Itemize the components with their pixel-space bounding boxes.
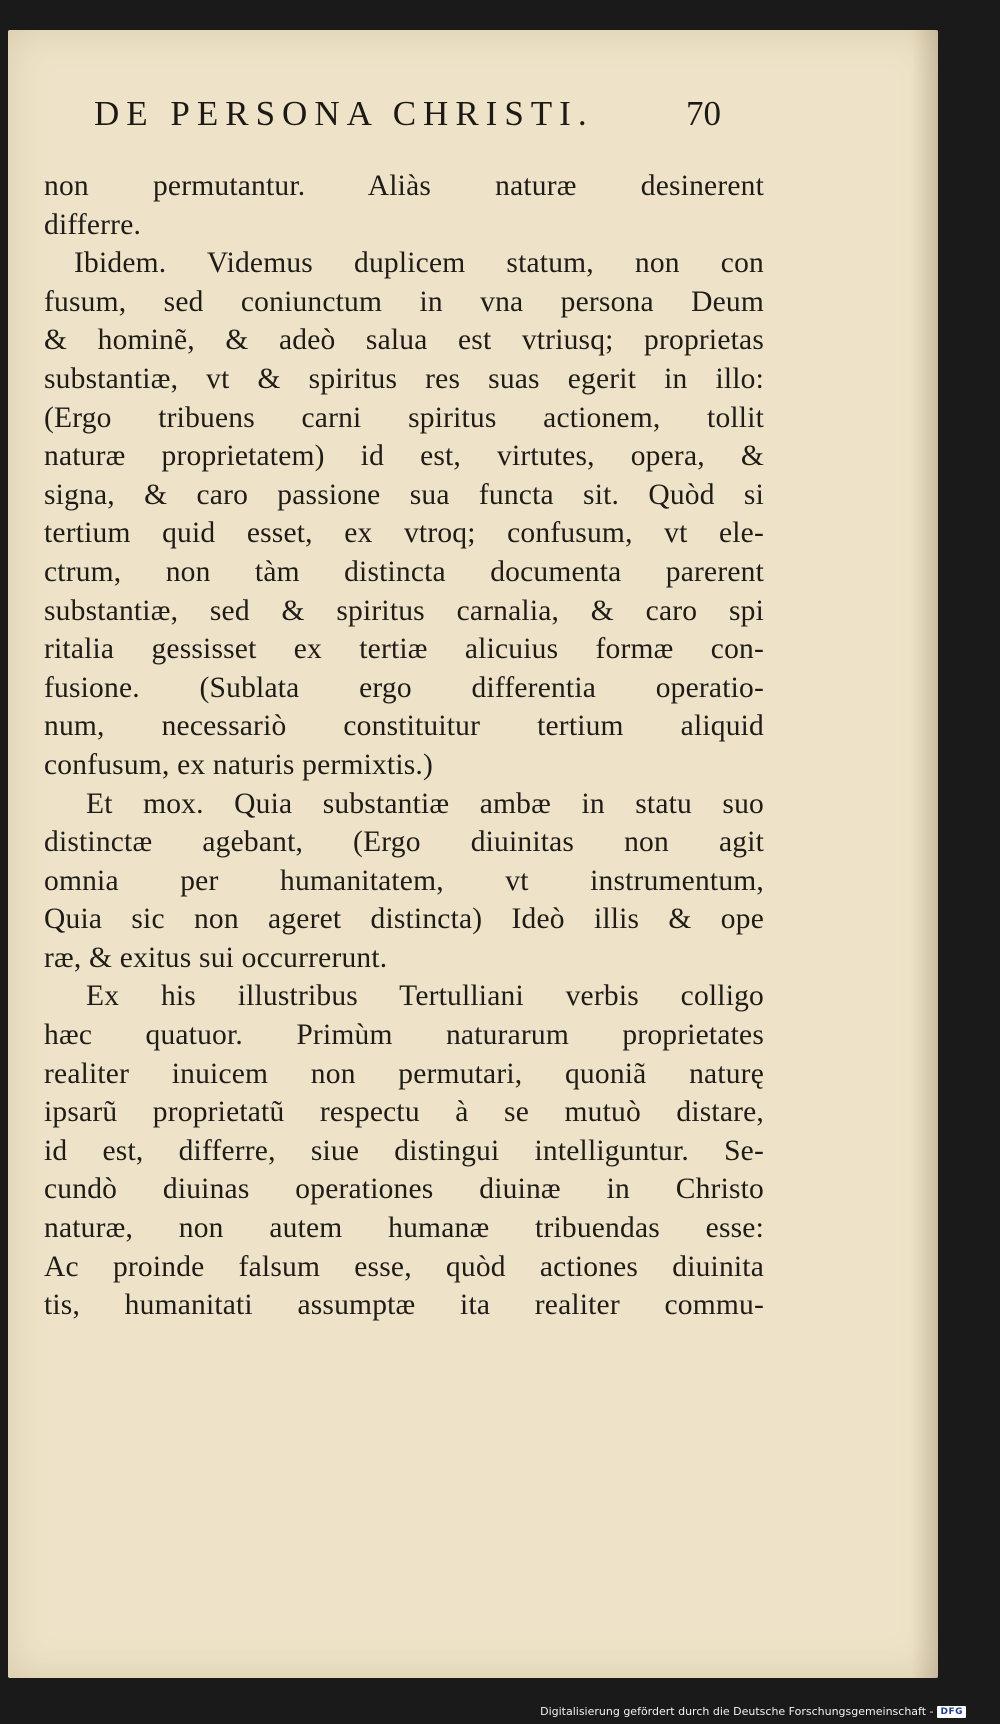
text-line-14: fusione. (Sublata ergo differentia operatio- <box>44 671 764 704</box>
dfg-logo-icon: DFG <box>937 1706 966 1718</box>
text-line-25: ipsarũ proprietatũ respectu à se mutuò distare, <box>44 1096 764 1129</box>
text-line-26: id est, differre, siue distingui intelliguntur. Se- <box>44 1134 764 1167</box>
text-line-17: Et mox. Quia substantiæ ambæ in statu suo <box>86 787 764 820</box>
text-line-3: Ibidem. Videmus duplicem statum, non con <box>74 247 764 280</box>
text-line-29: Ac proinde falsum esse, quòd actiones diuinita <box>44 1250 764 1283</box>
text-line-6: substantiæ, vt & spiritus res suas egerit in illo: <box>44 362 764 395</box>
text-line-21: ræ, & exitus sui occurrerunt. <box>44 941 388 974</box>
text-line-15: num, necessariò constituitur tertium aliquid <box>44 710 764 743</box>
text-line-8: naturæ proprietatem) id est, virtutes, opera, & <box>44 440 764 473</box>
text-line-30: tis, humanitati assumptæ ita realiter commu- <box>44 1289 764 1322</box>
credit-text: Digitalisierung gefördert durch die Deutsche Forschungsgemeinschaft - <box>540 1705 934 1718</box>
text-line-27: cundò diuinas operationes diuinæ in Christo <box>44 1173 764 1206</box>
text-line-5: & hominẽ, & adeò salua est vtriusq; proprietas <box>44 324 764 357</box>
text-line-9: signa, & caro passione sua functa sit. Quòd si <box>44 478 764 511</box>
body-text <box>44 167 764 1325</box>
text-line-22: Ex his illustribus Tertulliani verbis colligo <box>86 980 764 1013</box>
text-line-19: omnia per humanitatem, vt instrumentum, <box>44 864 764 897</box>
book-page <box>8 30 938 1678</box>
text-line-24: realiter inuicem non permutari, quoniã naturę <box>44 1057 764 1090</box>
text-line-10: tertium quid esset, ex vtroq; confusum, vt ele- <box>44 517 764 550</box>
text-line-12: substantiæ, sed & spiritus carnalia, & caro spi <box>44 594 764 627</box>
text-line-13: ritalia gessisset ex tertiæ alicuius formæ con- <box>44 633 764 666</box>
page-number: 70 <box>686 94 721 133</box>
text-line-28: naturæ, non autem humanæ tribuendas esse: <box>44 1212 764 1245</box>
running-head: DE PERSONA CHRISTI. <box>94 94 594 133</box>
digitization-credit <box>540 1705 966 1718</box>
text-line-20: Quia sic non ageret distincta) Ideò illis & ope <box>44 903 764 936</box>
text-line-23: hæc quatuor. Primùm naturarum proprietates <box>44 1019 764 1052</box>
text-line-2: differre. <box>44 208 142 241</box>
text-line-7: (Ergo tribuens carni spiritus actionem, tollit <box>44 401 764 434</box>
text-line-1: non permutantur. Aliàs naturæ desinerent <box>44 170 764 202</box>
text-line-16: confusum, ex naturis permixtis.) <box>44 748 434 781</box>
text-line-11: ctrum, non tàm distincta documenta parerent <box>44 555 764 588</box>
text-line-4: fusum, sed coniunctum in vna persona Deum <box>44 285 764 318</box>
text-line-18: distinctæ agebant, (Ergo diuinitas non agit <box>44 826 764 859</box>
